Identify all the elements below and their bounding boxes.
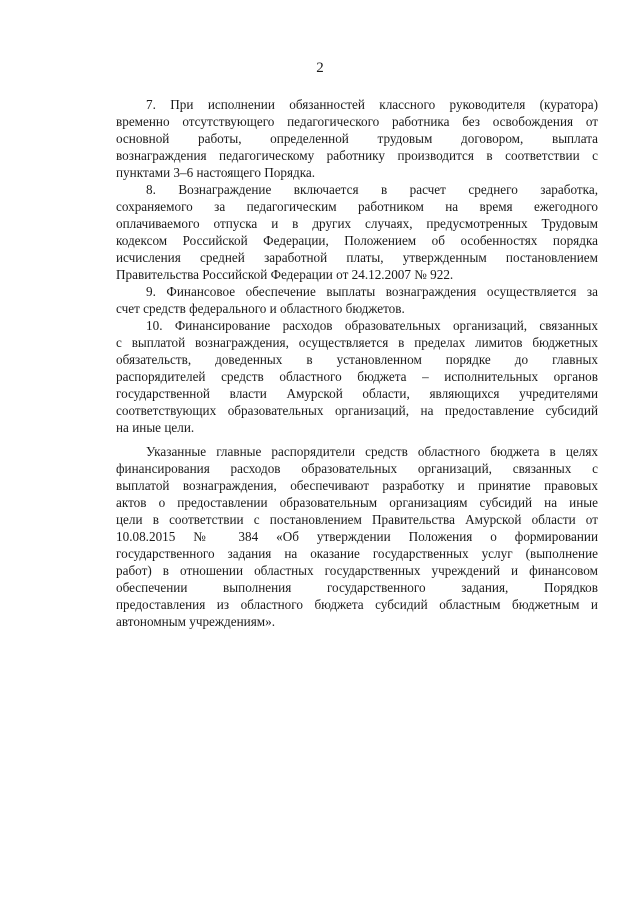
paragraph-8-line: 8. Вознаграждение включается в расчет среднего заработка,	[146, 182, 598, 197]
paragraph-11-line: работ) в отношении областных государственных учреждений и финансовом	[116, 563, 598, 578]
paragraph-7-line: временно отсутствующего педагогического работника без освобождения от	[116, 114, 598, 129]
paragraph-8-line: Правительства Российской Федерации от 24.12.2007 № 922.	[116, 267, 454, 282]
paragraph-10-line: государственной власти Амурской области, являющихся учредителями	[116, 386, 598, 401]
paragraph-11-line: цели в соответствии с постановлением Правительства Амурской области от	[116, 512, 598, 527]
paragraph-11-line: Указанные главные распорядители средств областного бюджета в целях	[146, 444, 598, 459]
paragraph-9-line: счет средств федерального и областного бюджетов.	[116, 301, 405, 316]
paragraph-11-line: автономным учреждениям».	[116, 614, 276, 629]
paragraph-10-line: с выплатой вознаграждения, осуществляется в пределах лимитов бюджетных	[116, 335, 598, 350]
paragraph-8-line: сохраняемого за педагогическим работником на время ежегодного	[116, 199, 598, 214]
paragraph-7-line: основной работы, определенной трудовым договором, выплата	[116, 131, 598, 146]
paragraph-10-line: обязательств, доведенных в установленном порядке до главных	[116, 352, 598, 367]
paragraph-11-line: предоставления из областного бюджета субсидий областным бюджетным и	[116, 597, 598, 612]
page-number: 2	[316, 60, 324, 76]
paragraph-9-line: 9. Финансовое обеспечение выплаты вознаграждения осуществляется за	[146, 284, 598, 299]
paragraph-7-line: пунктами 3–6 настоящего Порядка.	[116, 165, 316, 180]
paragraph-8-line: оплачиваемого отпуска и в других случаях, предусмотренных Трудовым	[116, 216, 598, 231]
paragraph-10-line: соответствующих образовательных организаций, на предоставление субсидий	[116, 403, 598, 418]
paragraph-10-line: распорядителей средств областного бюджета – исполнительных органов	[116, 369, 598, 384]
paragraph-8-line: кодексом Российской Федерации, Положением об особенностях порядка	[116, 233, 598, 248]
paragraph-11-line: финансирования расходов образовательных организаций, связанных с	[116, 461, 598, 476]
paragraph-7-line: вознаграждения педагогическому работнику производится в соответствии с	[116, 148, 598, 163]
paragraph-11-line: выплатой вознаграждения, обеспечивают разработку и принятие правовых	[116, 478, 598, 493]
paragraph-10-line: 10. Финансирование расходов образовательных организаций, связанных	[146, 318, 598, 333]
paragraph-11-line: государственного задания на оказание государственных услуг (выполнение	[116, 546, 598, 561]
paragraph-11-line: актов о предоставлении образовательным организациям субсидий на иные	[116, 495, 598, 510]
paragraph-10-line: на иные цели.	[116, 420, 195, 435]
paragraph-7-line: 7. При исполнении обязанностей классного руководителя (куратора)	[146, 97, 598, 112]
paragraph-11-line: 10.08.2015 № 384 «Об утверждении Положения о формировании	[116, 529, 598, 544]
paragraph-8-line: исчисления средней заработной платы, утвержденным постановлением	[116, 250, 598, 265]
paragraph-11-line: обеспечении выполнения государственного задания, Порядков	[116, 580, 598, 595]
